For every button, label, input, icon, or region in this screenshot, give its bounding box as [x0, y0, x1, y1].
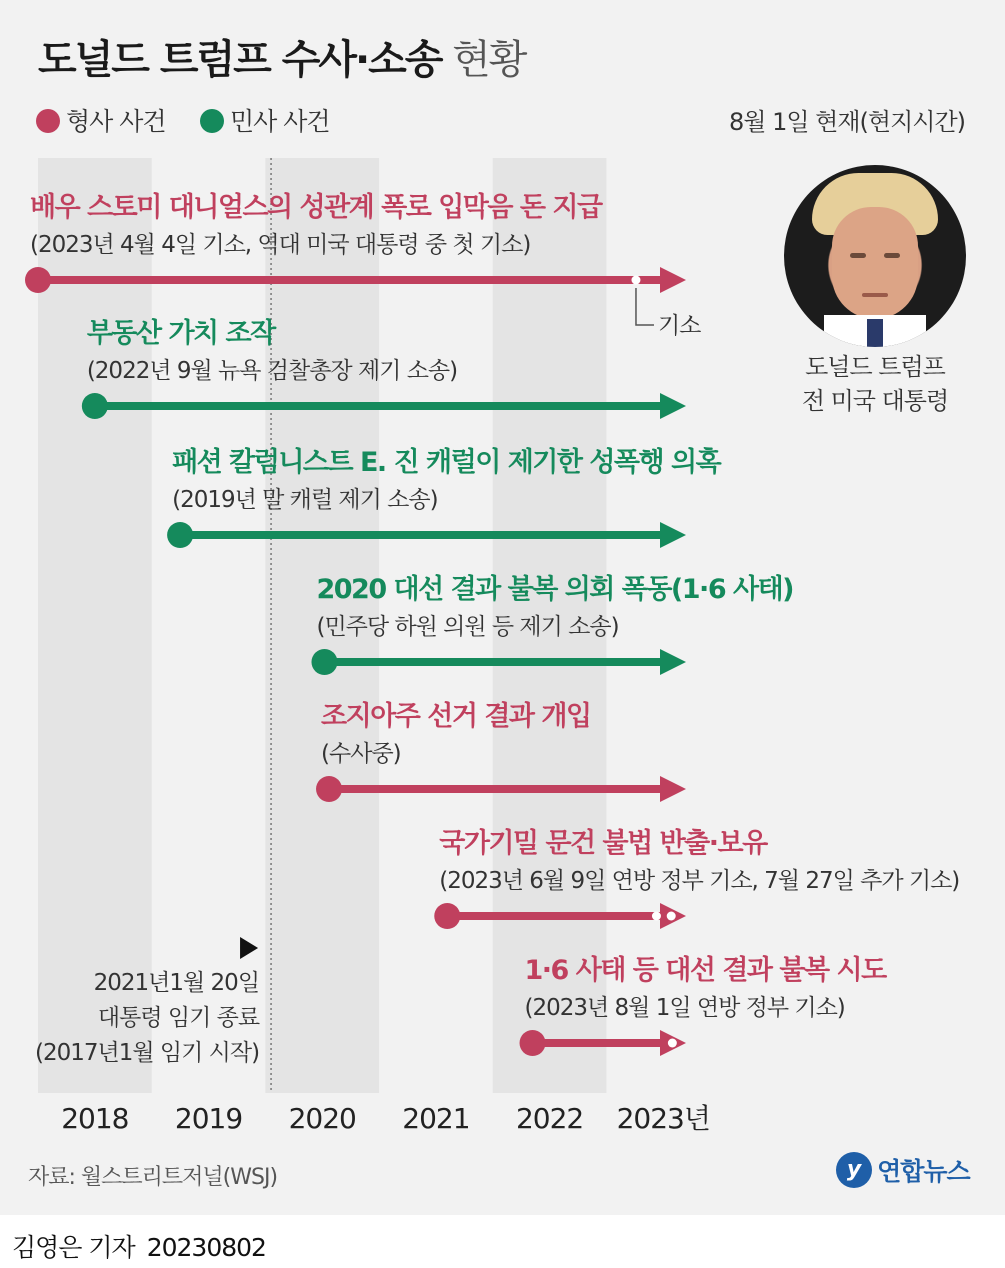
event-start-dot [311, 649, 337, 675]
portrait-caption-role: 전 미국 대통령 [801, 387, 949, 415]
date-note: 8월 1일 현재(현지시간) [729, 108, 965, 136]
event-note: (수사중) [321, 741, 401, 767]
byline [12, 1228, 278, 1264]
indictment-marker [652, 912, 661, 921]
marker-leader-line [636, 288, 654, 325]
event-arrowhead [660, 649, 686, 675]
byline-author: 김영은 기자 [12, 1233, 135, 1262]
indictment-marker [631, 276, 640, 285]
event-title: 배우 스토미 대니얼스의 성관계 폭로 입막음 돈 지급 [30, 192, 602, 223]
event-title: 부동산 가치 조작 [86, 318, 275, 349]
event-arrowhead [660, 393, 686, 419]
event-arrowhead [660, 776, 686, 802]
event-start-dot [316, 776, 342, 802]
event-start-dot [82, 393, 108, 419]
portrait-caption-name: 도널드 트럼프 [805, 353, 945, 381]
portrait-eye-left [850, 253, 866, 258]
portrait-eye-right [884, 253, 900, 258]
event-title: 국가기밀 문건 불법 반출·보유 [439, 828, 767, 859]
event-arrowhead [660, 522, 686, 548]
event-note: (2023년 6월 9일 연방 정부 기소, 7월 27일 추가 기소) [439, 868, 960, 894]
year-tick-label: 2023년 [616, 1102, 710, 1135]
event-note: (2023년 4월 4일 기소, 역대 미국 대통령 중 첫 기소) [30, 232, 531, 258]
reference-text: 대통령 임기 종료 [97, 1005, 260, 1031]
portrait-face [832, 207, 918, 319]
event-start-dot [25, 267, 51, 293]
year-tick-label: 2022 [515, 1102, 584, 1135]
reference-pointer [240, 937, 258, 959]
year-tick-label: 2018 [61, 1102, 129, 1135]
year-tick-label: 2019 [174, 1102, 243, 1135]
marker-label: 기소 [657, 313, 701, 339]
title-normal: 현황 [452, 37, 526, 83]
event-title: 패션 칼럼니스트 E. 진 캐럴이 제기한 성폭행 의혹 [172, 447, 721, 478]
reference-text: 2021년1월 20일 [93, 970, 260, 996]
byline-date: 20230802 [146, 1233, 266, 1262]
legend-criminal-label: 형사 사건 [66, 107, 166, 136]
legend-civil-label: 민사 사건 [230, 107, 330, 136]
event-title: 1·6 사태 등 대선 결과 불복 시도 [524, 955, 886, 986]
event-title: 2020 대선 결과 불복 의회 폭동(1·6 사태) [316, 574, 794, 605]
title-bold: 도널드 트럼프 수사·소송 [38, 37, 442, 83]
event-start-dot [520, 1030, 546, 1056]
event-title: 조지아주 선거 결과 개입 [321, 701, 591, 732]
yonhap-logo-text: 연합뉴스 [877, 1157, 970, 1186]
event-note: (2022년 9월 뉴욕 검찰총장 제기 소송) [86, 358, 458, 384]
indictment-marker [668, 1039, 677, 1048]
event-note: (2019년 말 캐럴 제기 소송) [172, 487, 438, 513]
yonhap-logo-mark: y [836, 1152, 872, 1188]
event-note: (민주당 하원 의원 등 제기 소송) [316, 614, 619, 640]
reference-text: (2017년1월 임기 시작) [35, 1040, 260, 1066]
event-note: (2023년 8월 1일 연방 정부 기소) [524, 995, 845, 1021]
yonhap-logo [836, 1152, 970, 1192]
event-start-dot [167, 522, 193, 548]
event-start-dot [434, 903, 460, 929]
year-tick-label: 2021 [402, 1102, 470, 1135]
year-tick-label: 2020 [288, 1102, 356, 1135]
source-note: 자료: 월스트리트저널(WSJ) [28, 1165, 278, 1190]
year-band-0 [38, 158, 152, 1093]
event-arrowhead [660, 267, 686, 293]
portrait-mouth [862, 293, 888, 297]
trump-portrait [784, 165, 966, 347]
portrait-tie [867, 319, 883, 347]
indictment-marker [667, 912, 676, 921]
